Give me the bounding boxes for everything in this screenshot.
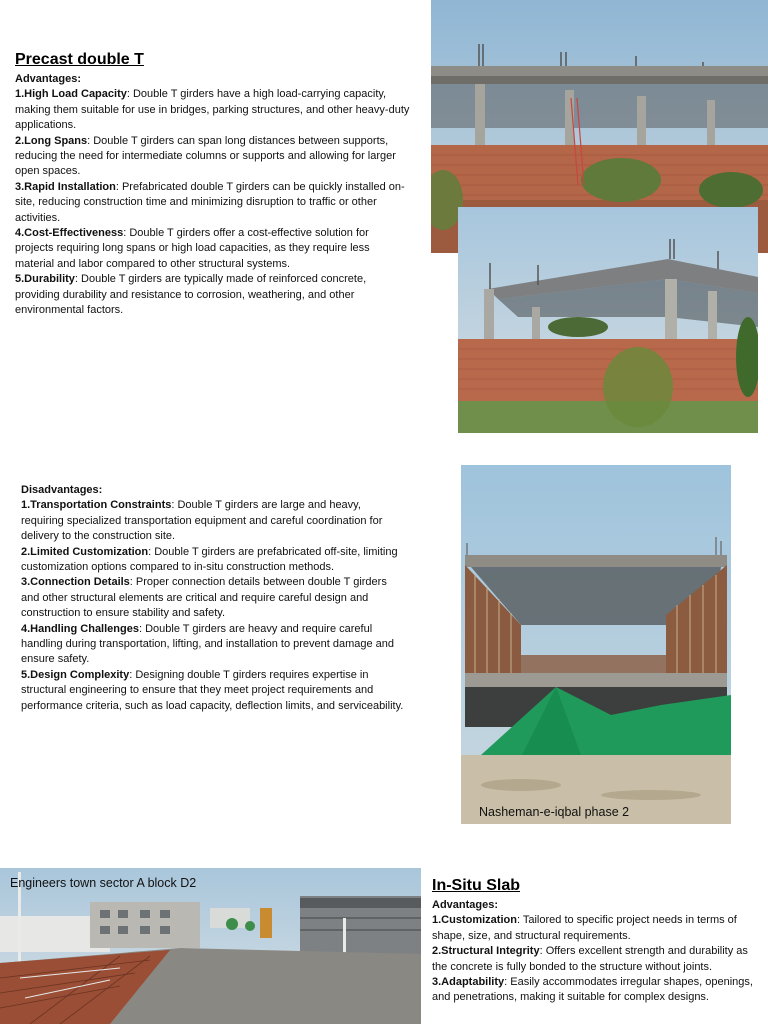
precast-advantages-heading: Advantages:: [15, 73, 82, 85]
list-item: 5.Design Complexity: Designing double T girders requires expertise in structural engineering to ensure that they meet project requirements and performance criteria, such as load capacity, deflection limits, and serviceability.: [21, 668, 404, 712]
precast-title: Precast double T: [15, 51, 144, 68]
list-item: 3.Adaptability: Easily accommodates irregular shapes, openings, and penetrations, making it suitable for complex designs.: [432, 976, 753, 1004]
construction-photo-2: [458, 207, 758, 433]
construction-photo-4: [0, 868, 421, 1024]
list-item: 5.Durability: Double T girders are typically made of reinforced concrete, providing durability and resistance to corrosion, weathering, and other environmental factors.: [15, 273, 367, 317]
list-item: 4.Handling Challenges: Double T girders are heavy and require careful handling during transportation, lifting, and installation to prevent damage and ensure safety.: [21, 622, 395, 666]
list-item: 4.Cost-Effectiveness: Double T girders offer a cost-effective solution for projects requiring long spans or high load capacities, as they require less material and labor compared to other structural systems.: [15, 227, 370, 270]
list-item: 3.Connection Details: Proper connection details between double T girders and other structural elements are critical and require careful design and construction to ensure stability and safety.: [21, 576, 387, 620]
list-item: 2.Limited Customization: Double T girders are prefabricated off-site, limiting customization options compared to in-situ construction methods.: [21, 545, 398, 574]
list-item: 1.High Load Capacity: Double T girders have a high load-carrying capacity, making them suitable for use in bridges, parking structures, and other heavy-duty applications.: [15, 88, 410, 132]
precast-advantages-block: [15, 72, 410, 319]
insitu-title: In-Situ Slab: [432, 877, 520, 894]
list-item: 2.Structural Integrity: Offers excellent strength and durability as the concrete is fully bonded to the structure without joints.: [432, 945, 748, 973]
construction-photo-3: [461, 465, 731, 824]
list-item: 1.Transportation Constraints: Double T girders are large and heavy, requiring specialized transportation equipment and careful coordination for delivery to the construction site.: [21, 499, 383, 543]
photo-caption-engineers: Engineers town sector A block D2: [10, 876, 197, 890]
list-item: 3.Rapid Installation: Prefabricated double T girders can be quickly installed on-site, reducing construction time and minimizing disruption to traffic or other activities.: [15, 180, 405, 224]
list-item: 2.Long Spans: Double T girders can span long distances between supports, reducing the need for intermediate columns or supports and allowing for larger open spaces.: [15, 134, 396, 178]
precast-disadvantages-heading: Disadvantages:: [21, 484, 103, 496]
precast-disadvantages-block: [21, 483, 406, 714]
insitu-advantages-block: [432, 898, 766, 1006]
insitu-advantages-heading: Advantages:: [432, 899, 499, 911]
list-item: 1.Customization: Tailored to specific project needs in terms of shape, size, and structural requirements.: [432, 914, 737, 942]
photo-caption-nasheman: Nasheman-e-iqbal phase 2: [479, 805, 630, 819]
